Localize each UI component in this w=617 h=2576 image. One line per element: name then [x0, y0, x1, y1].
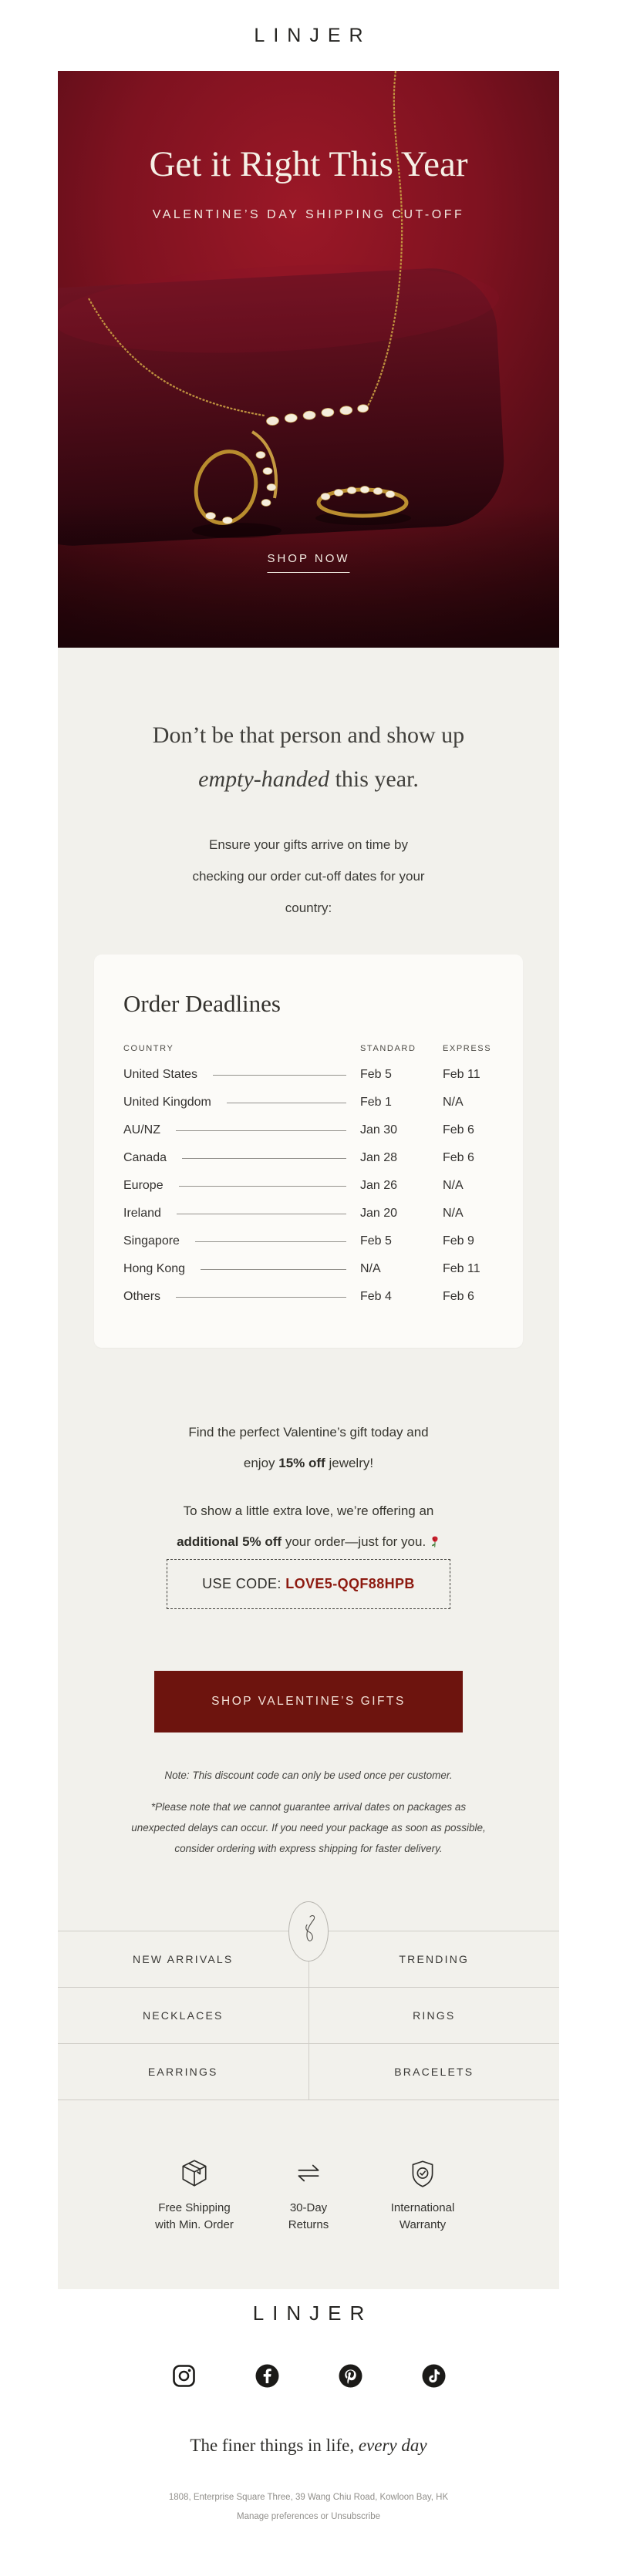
row-express: N/A — [443, 1096, 464, 1109]
leader-line — [179, 1186, 346, 1187]
intro-heading — [143, 713, 474, 801]
nav-item-new-arrivals[interactable]: NEW ARRIVALS — [58, 1931, 309, 1987]
order-deadlines-card — [94, 955, 523, 1348]
nav-row — [58, 1988, 559, 2044]
promo-line-2 — [176, 1496, 442, 1557]
promo1-post: jewelry! — [325, 1456, 374, 1470]
nav-item-bracelets[interactable]: BRACELETS — [394, 2066, 474, 2078]
footer-preferences — [58, 2512, 559, 2521]
note-arrival-disclaimer: *Please note that we cannot guarantee arrival dates on packages as unexpected delays can occur. If you need your package as soon as possible, consider ordering with express shipping for faster delivery. — [131, 1801, 486, 1854]
row-standard: Jan 30 — [360, 1123, 398, 1136]
promo2-post: your order—just for you. — [282, 1534, 430, 1549]
col-header-express: EXPRESS — [443, 1044, 492, 1053]
row-standard: Feb 5 — [360, 1234, 392, 1248]
promo1-bold: 15% off — [278, 1456, 325, 1470]
table-row — [123, 1172, 492, 1200]
shop-now-link[interactable]: SHOP NOW — [267, 552, 349, 573]
row-standard: Feb 1 — [360, 1096, 392, 1109]
nav-item-trending[interactable]: TRENDING — [399, 1953, 470, 1965]
row-express: Feb 6 — [443, 1290, 474, 1303]
benefit-label: International Warranty — [390, 2201, 455, 2231]
row-standard: Feb 5 — [360, 1068, 392, 1081]
leader-line — [201, 1269, 346, 1270]
main-content — [58, 648, 559, 2289]
table-row — [123, 1089, 492, 1116]
promo2-pre: To show a little extra love, we’re offering an — [183, 1504, 434, 1518]
promo1-pre: Find the perfect Valentine’s gift today and enjoy — [188, 1425, 429, 1470]
table-header-row — [123, 1044, 492, 1053]
row-express: N/A — [443, 1179, 464, 1192]
package-icon — [178, 2157, 211, 2190]
leader-line — [182, 1158, 346, 1159]
row-country: Canada — [123, 1151, 167, 1164]
tagline-italic: every day — [358, 2436, 427, 2455]
row-country: United States — [123, 1068, 198, 1081]
row-express: Feb 11 — [443, 1262, 480, 1275]
row-country: Singapore — [123, 1234, 180, 1248]
social-links — [58, 2364, 559, 2388]
row-country: United Kingdom — [123, 1096, 211, 1109]
shield-icon — [406, 2157, 439, 2190]
tiktok-icon[interactable] — [422, 2364, 446, 2388]
tagline-pre: The finer things in life, — [190, 2436, 359, 2455]
hero-banner — [58, 71, 559, 648]
row-standard: Jan 20 — [360, 1207, 398, 1220]
shop-valentines-gifts-button[interactable]: SHOP VALENTINE’S GIFTS — [154, 1671, 463, 1732]
table-row — [123, 1283, 492, 1311]
facebook-icon[interactable] — [255, 2364, 279, 2388]
card-title: Order Deadlines — [123, 990, 281, 1017]
table-row — [123, 1255, 492, 1283]
promo-line-1 — [176, 1417, 442, 1479]
flourish-icon — [297, 1911, 320, 1951]
table-row — [123, 1061, 492, 1089]
footer — [58, 2289, 559, 2541]
manage-preferences-link[interactable]: Manage preferences — [236, 2512, 319, 2521]
row-standard: N/A — [360, 1262, 381, 1275]
cta-wrap — [58, 1671, 559, 1732]
footer-address: 1808, Enterprise Square Three, 39 Wang Chiu Road, Kowloon Bay, HK — [168, 2493, 449, 2502]
category-nav — [58, 1931, 559, 2100]
benefit-warranty — [383, 2157, 462, 2234]
code-label: USE CODE: — [202, 1576, 286, 1591]
unsubscribe-link[interactable]: Unsubscribe — [331, 2512, 381, 2521]
benefit-label: 30-Day Returns — [288, 2201, 329, 2231]
leader-line — [195, 1241, 346, 1242]
row-country: AU/NZ — [123, 1123, 160, 1136]
row-country: Others — [123, 1290, 161, 1303]
table-row — [123, 1200, 492, 1227]
note-once-per-customer: Note: This discount code can only be used once per customer. — [164, 1770, 453, 1781]
benefit-returns — [269, 2157, 348, 2234]
monogram-badge — [288, 1901, 329, 1961]
intro-body: Ensure your gifts arrive on time by checking our order cut-off dates for your country: — [192, 837, 425, 915]
rose-icon — [430, 1528, 440, 1540]
intro-heading-italic: empty-handed — [198, 766, 330, 792]
nav-row — [58, 2044, 559, 2100]
code-wrap — [58, 1559, 559, 1609]
nav-item-necklaces[interactable]: NECKLACES — [58, 1988, 309, 2043]
intro-heading-post: this year. — [329, 766, 419, 792]
row-standard: Jan 26 — [360, 1179, 398, 1192]
row-express: N/A — [443, 1207, 464, 1220]
row-express: Feb 6 — [443, 1123, 474, 1136]
footer-tagline — [58, 2436, 559, 2456]
row-express: Feb 9 — [443, 1234, 474, 1248]
footer-brand-logo[interactable]: LINJER — [252, 2302, 373, 2325]
table-row — [123, 1144, 492, 1172]
intro-heading-pre: Don’t be that person and show up — [152, 722, 465, 748]
email-body — [58, 0, 559, 2541]
row-country: Europe — [123, 1179, 164, 1192]
row-country: Ireland — [123, 1207, 161, 1220]
benefit-free-shipping — [155, 2157, 234, 2234]
leader-line — [176, 1297, 346, 1298]
hero-subtitle: VALENTINE’S DAY SHIPPING CUT-OFF — [152, 208, 465, 221]
manage-separator: or — [318, 2512, 332, 2521]
leader-line — [213, 1075, 346, 1076]
table-row — [123, 1116, 492, 1144]
pinterest-icon[interactable] — [339, 2364, 362, 2388]
returns-icon — [292, 2157, 325, 2190]
header — [58, 0, 559, 71]
row-standard: Feb 4 — [360, 1290, 392, 1303]
nav-item-earrings[interactable]: EARRINGS — [58, 2044, 309, 2100]
discount-code: LOVE5-QQF88HPB — [285, 1576, 415, 1591]
col-header-country: COUNTRY — [123, 1044, 174, 1053]
table-row — [123, 1227, 492, 1255]
row-country: Hong Kong — [123, 1262, 186, 1275]
nav-item-rings[interactable]: RINGS — [413, 2009, 456, 2022]
instagram-icon[interactable] — [172, 2364, 196, 2388]
row-standard: Jan 28 — [360, 1151, 398, 1164]
col-header-standard: STANDARD — [360, 1044, 416, 1053]
row-express: Feb 11 — [443, 1068, 480, 1081]
benefits — [58, 2157, 559, 2234]
row-express: Feb 6 — [443, 1151, 474, 1164]
benefit-label: Free Shipping with Min. Order — [155, 2201, 234, 2231]
promo2-bold: additional 5% off — [177, 1534, 282, 1549]
hero-title: Get it Right This Year — [149, 144, 468, 184]
discount-code-box — [167, 1559, 450, 1609]
leader-line — [176, 1130, 346, 1131]
brand-logo[interactable]: LINJER — [254, 24, 372, 46]
